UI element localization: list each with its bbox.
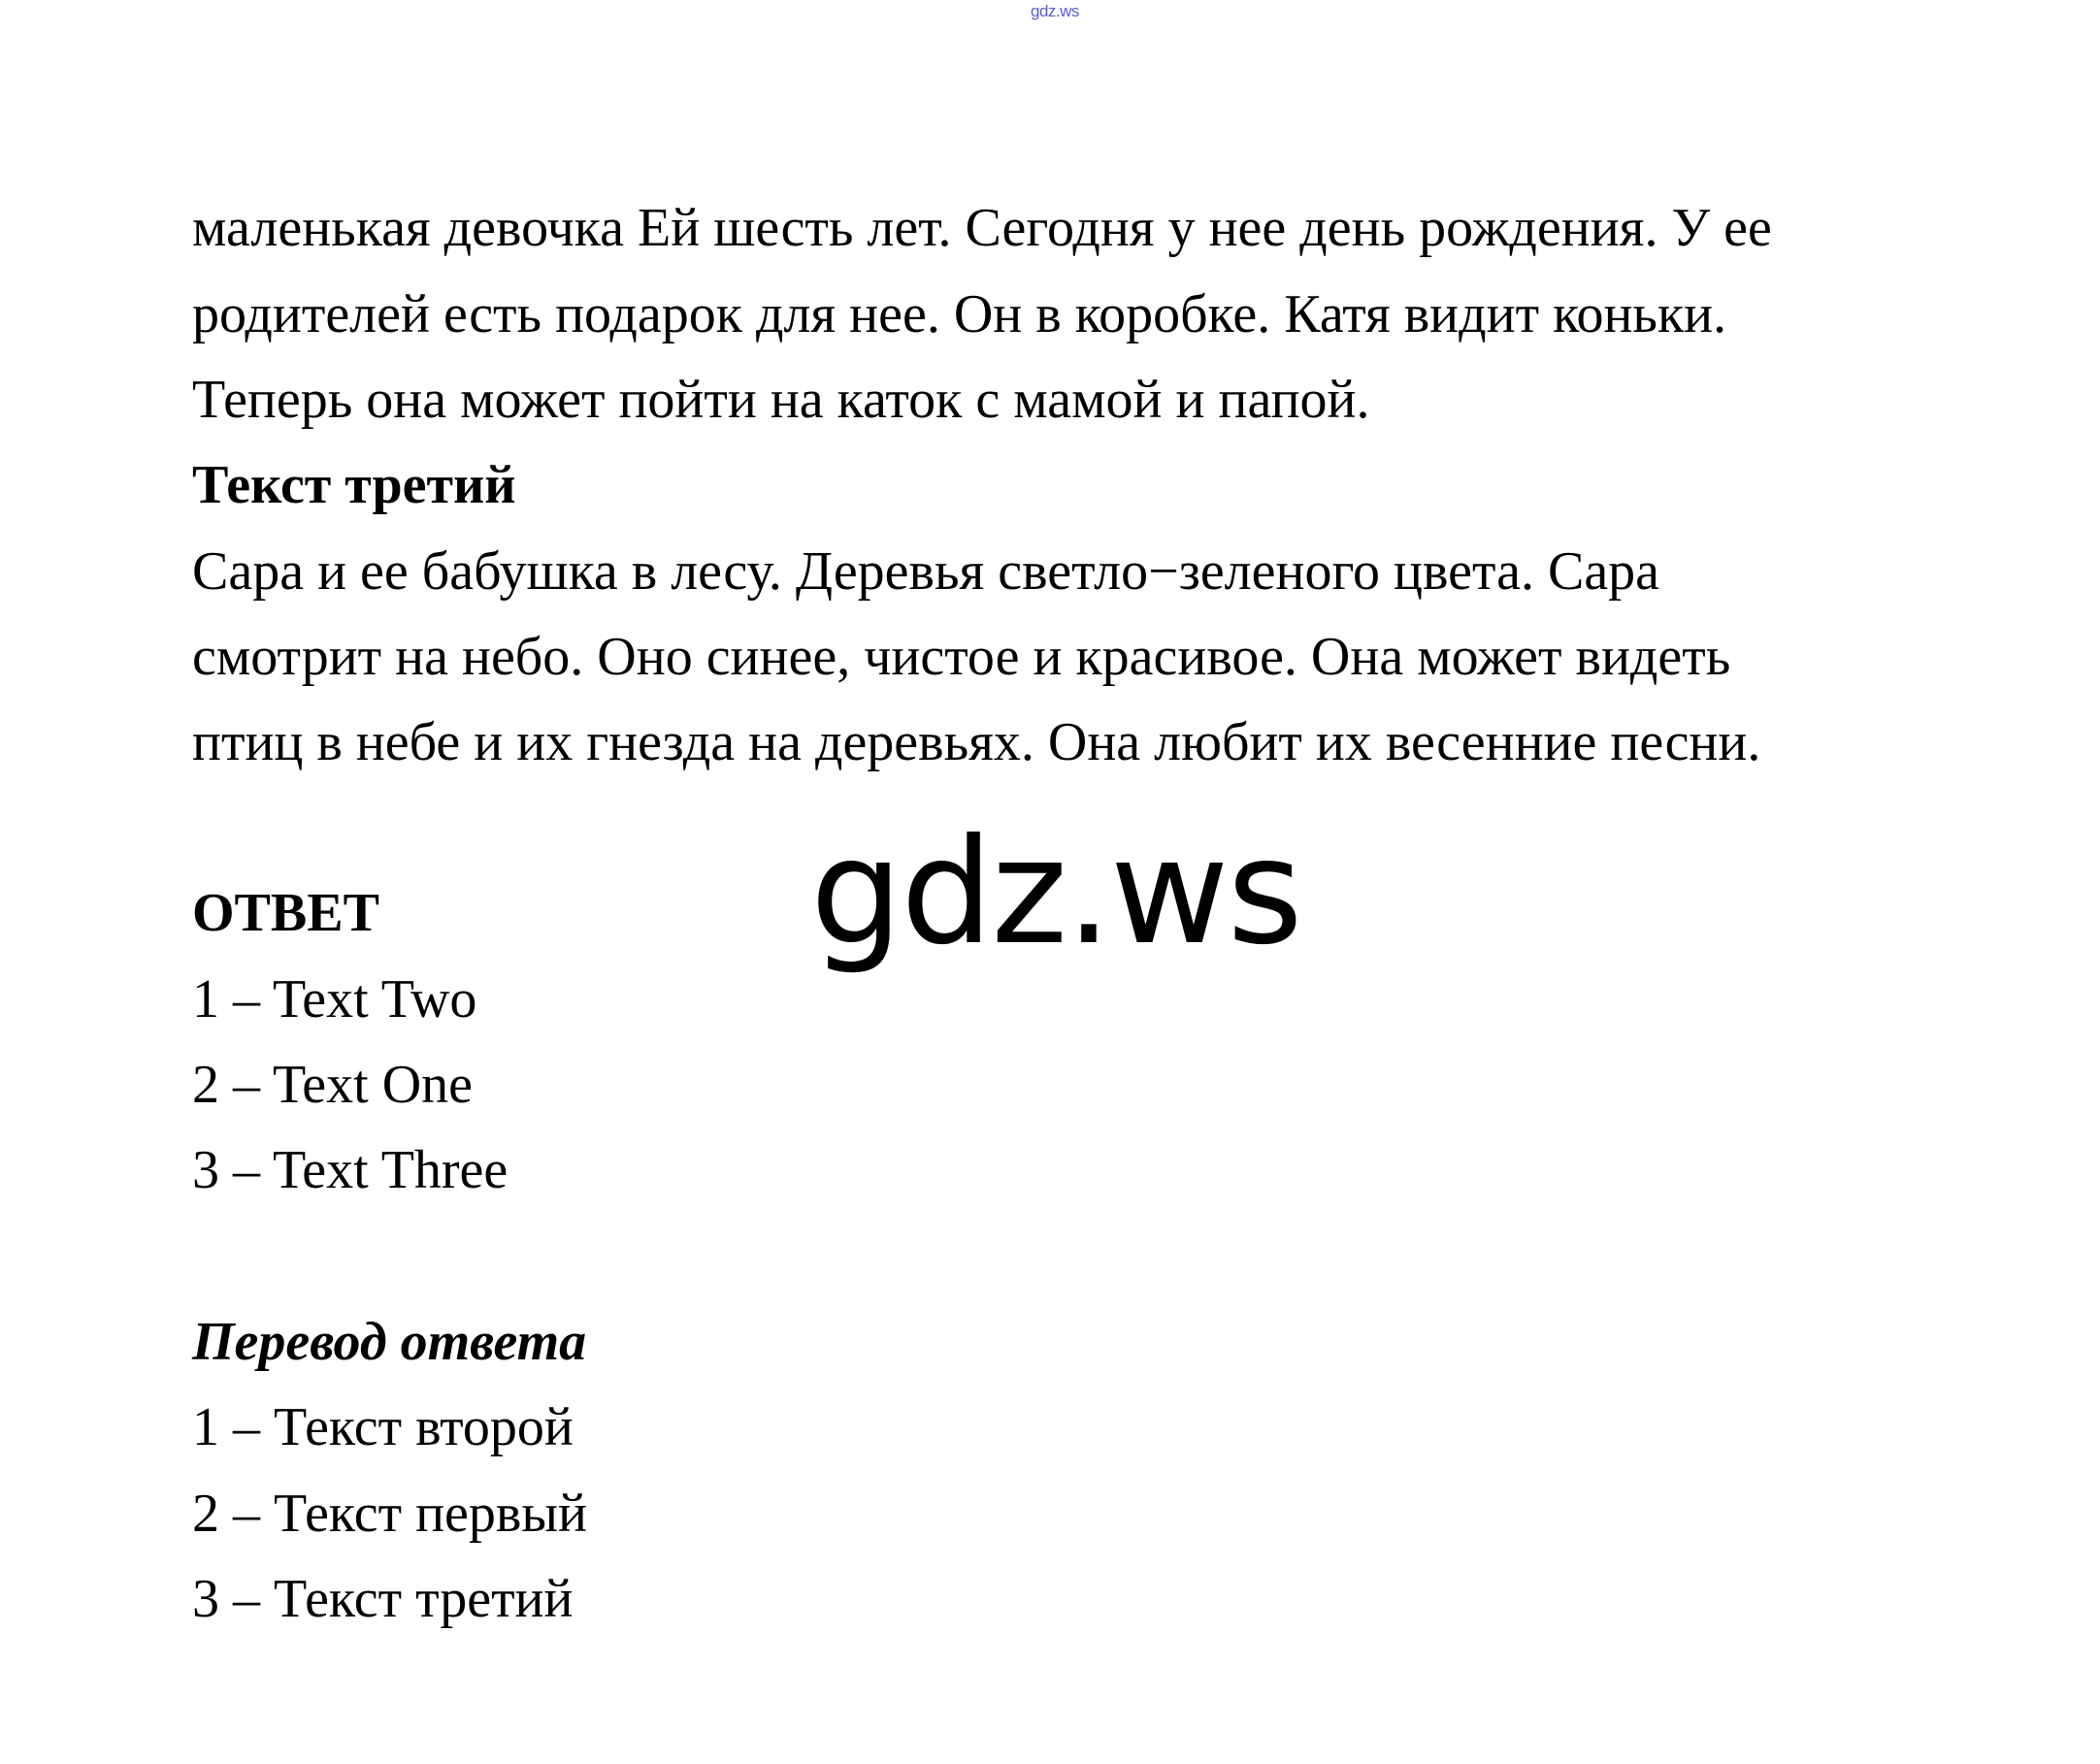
paragraph-line: смотрит на небо. Оно синее, чистое и красивое. Она может видеть [192,627,1731,687]
site-link[interactable]: gdz.ws [1031,2,1079,20]
watermark-logo: gdz.ws [810,808,1301,977]
answer-item: 1 – Text Two [192,969,477,1029]
paragraph-line: птиц в небе и их гнезда на деревьях. Она любит их весенние песни. [192,712,1761,772]
paragraph-line: маленькая девочка Ей шесть лет. Сегодня у нее день рождения. У ее [192,198,1772,258]
paragraph-line: родителей есть подарок для нее. Он в коробке. Катя видит коньки. [192,284,1727,344]
answer-item: 3 – Text Three [192,1140,509,1200]
section-heading-text-three: Текст третий [192,455,516,515]
translation-item: 3 – Текст третий [192,1569,574,1629]
translation-item: 2 – Текст первый [192,1484,587,1544]
translation-item: 1 – Текст второй [192,1397,574,1457]
paragraph-line: Теперь она может пойти на каток с мамой и папой. [192,370,1370,430]
translation-heading: Перевод ответа [192,1312,587,1372]
paragraph-line: Сара и ее бабушка в лесу. Деревья светло−зеленого цвета. Сара [192,541,1660,602]
answer-heading: ОТВЕТ [192,883,379,943]
answer-item: 2 – Text One [192,1055,473,1115]
